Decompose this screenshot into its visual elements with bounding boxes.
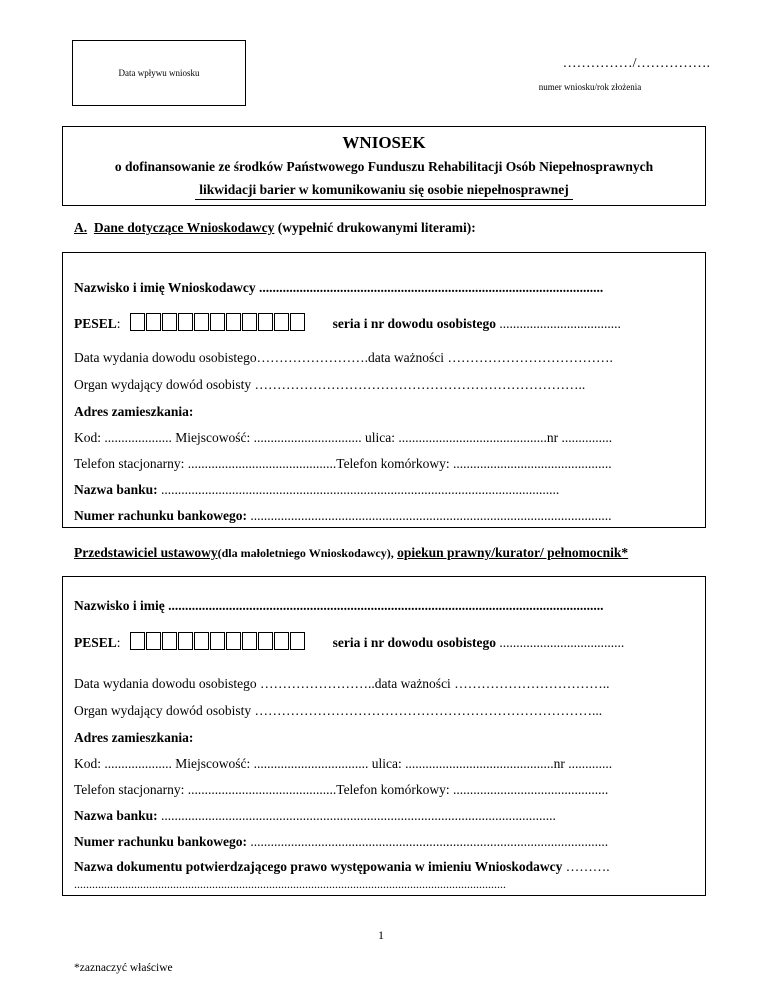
section-a-note: (wypełnić drukowanymi literami): [277, 220, 476, 235]
applicant-issuer-label: Organ wydający dowód osobisty [74, 377, 252, 392]
pesel-digit-box[interactable] [226, 313, 241, 331]
rep-pesel-colon: : [116, 635, 121, 650]
pesel-digit-box[interactable] [258, 313, 273, 331]
pesel-digit-box[interactable] [210, 313, 225, 331]
rep-pesel-row [74, 632, 624, 651]
applicant-phone-label: Telefon stacjonarny: [74, 456, 185, 471]
rep-issuer-row [74, 703, 602, 719]
rep-city-label: Miejscowość: [175, 756, 251, 771]
applicant-street-field[interactable]: ............................................ [398, 430, 547, 445]
rep-address-row [74, 756, 612, 772]
applicant-account-label: Numer rachunku bankowego: [74, 508, 248, 523]
applicant-bank-label: Nazwa banku: [74, 482, 158, 497]
applicant-issuer-row [74, 377, 585, 393]
rep-nr-label: nr [553, 756, 565, 771]
pesel-digit-box[interactable] [226, 632, 241, 650]
pesel-digit-box[interactable] [178, 313, 193, 331]
rep-id-issue-field[interactable]: …………………….. [259, 676, 375, 691]
applicant-id-dates-row [74, 350, 613, 366]
rep-city-field[interactable]: .................................. [253, 756, 369, 771]
pesel-digit-box[interactable] [210, 632, 225, 650]
rep-document-label: Nazwa dokumentu potwierdzającego prawo występowania w imieniu Wnioskodawcy [74, 859, 563, 874]
rep-name-row [74, 598, 604, 614]
title-box [62, 126, 706, 206]
rep-document-field-line2[interactable]: ................................................................................................................................................ [74, 877, 506, 891]
rep-bank-field[interactable]: ..................................................................................................................... [161, 808, 556, 823]
rep-id-issue-label: Data wydania dowodu osobistego [74, 676, 257, 691]
section-a-title: Dane dotyczące Wnioskodawcy [93, 220, 275, 235]
applicant-id-issue-field[interactable]: …………………… [256, 350, 365, 365]
rep-pesel-label: PESEL [74, 635, 117, 650]
rep-document-row [74, 859, 610, 875]
applicant-address-heading: Adres zamieszkania: [74, 404, 194, 419]
applicant-street-label: ulica: [365, 430, 395, 445]
rep-bank-row [74, 808, 556, 824]
rep-id-valid-field[interactable]: …………………………….. [454, 676, 610, 691]
applicant-issuer-field[interactable]: ……………………………………………………………….. [254, 377, 586, 392]
pesel-digit-box[interactable] [130, 313, 145, 331]
pesel-digit-box[interactable] [258, 632, 273, 650]
receipt-date-label: Data wpływu wniosku [118, 68, 200, 78]
applicant-pesel-field[interactable] [130, 313, 306, 332]
rep-document-field[interactable]: ………. [565, 859, 610, 874]
section-a-heading [74, 220, 476, 236]
rep-bank-label: Nazwa banku: [74, 808, 158, 823]
rep-issuer-label: Organ wydający dowód osobisty [74, 703, 252, 718]
rep-mobile-label: Telefon komórkowy: [336, 782, 450, 797]
applicant-code-field[interactable]: .................... [104, 430, 172, 445]
rep-id-series-field[interactable]: ..................................... [499, 635, 625, 650]
applicant-id-series-field[interactable]: .................................... [499, 316, 621, 331]
section-a-marker: A. [74, 220, 88, 235]
pesel-digit-box[interactable] [130, 632, 145, 650]
application-number-caption: numer wniosku/rok złożenia [538, 82, 642, 92]
applicant-name-label: Nazwisko i imię Wnioskodawcy [74, 280, 256, 295]
pesel-digit-box[interactable] [194, 313, 209, 331]
applicant-pesel-row [74, 313, 621, 332]
rep-name-label: Nazwisko i imię [74, 598, 165, 613]
pesel-digit-box[interactable] [178, 632, 193, 650]
rep-street-field[interactable]: ............................................ [405, 756, 554, 771]
applicant-account-row [74, 508, 612, 524]
rep-phone-field[interactable]: ............................................ [187, 782, 337, 797]
applicant-city-label: Miejscowość: [175, 430, 251, 445]
footnote: *zaznaczyć właściwe [74, 962, 173, 974]
applicant-pesel-colon: : [116, 316, 121, 331]
applicant-name-row [74, 280, 603, 296]
representative-title-note: (dla małoletniego Wnioskodawcy), [217, 546, 394, 560]
rep-id-dates-row [74, 676, 609, 692]
representative-heading [74, 545, 628, 561]
pesel-digit-box[interactable] [242, 632, 257, 650]
rep-phone-label: Telefon stacjonarny: [74, 782, 185, 797]
pesel-digit-box[interactable] [162, 313, 177, 331]
pesel-digit-box[interactable] [242, 313, 257, 331]
applicant-id-series-label: seria i nr dowodu osobistego [332, 316, 496, 331]
applicant-id-issue-label: Data wydania dowodu osobistego [74, 350, 257, 365]
applicant-pesel-label: PESEL [74, 316, 117, 331]
pesel-digit-box[interactable] [274, 632, 289, 650]
title-line-1: o dofinansowanie ze środków Państwowego Funduszu Rehabilitacji Osób Niepełnosprawnych [114, 159, 654, 174]
applicant-bank-row [74, 482, 559, 498]
rep-phone-row [74, 782, 608, 798]
applicant-address-row [74, 430, 612, 446]
applicant-nr-label: nr [546, 430, 559, 445]
title-line-2: likwidacji barier w komunikowaniu się osobie niepełnosprawnej [195, 182, 573, 200]
rep-street-label: ulica: [371, 756, 402, 771]
pesel-digit-box[interactable] [162, 632, 177, 650]
rep-address-heading: Adres zamieszkania: [74, 730, 194, 745]
representative-title: Przedstawiciel ustawowy [74, 545, 218, 560]
rep-account-label: Numer rachunku bankowego: [74, 834, 248, 849]
rep-code-label: Kod: [74, 756, 101, 771]
rep-mobile-field[interactable]: .............................................. [453, 782, 609, 797]
applicant-name-field[interactable]: ...................................................................................................... [259, 280, 604, 295]
rep-nr-field[interactable]: ............. [568, 756, 613, 771]
pesel-digit-box[interactable] [290, 313, 305, 331]
rep-code-field[interactable]: .................... [104, 756, 172, 771]
applicant-id-valid-field[interactable]: ………………………………. [447, 350, 613, 365]
page-number: 1 [378, 928, 384, 942]
document-title: WNIOSEK [342, 133, 426, 152]
rep-id-valid-label: data ważności [374, 676, 451, 691]
applicant-nr-field[interactable]: ............... [561, 430, 613, 445]
receipt-date-box[interactable] [72, 40, 246, 106]
applicant-box [62, 252, 706, 528]
applicant-mobile-field[interactable]: ............................................... [453, 456, 612, 471]
representative-title-2: opiekun prawny/kurator/ pełnomocnik* [397, 545, 629, 560]
pesel-digit-box[interactable] [146, 313, 161, 331]
applicant-bank-field[interactable]: ...................................................................................................................... [161, 482, 560, 497]
applicant-code-label: Kod: [74, 430, 101, 445]
application-number-field[interactable]: ……………/……………. [562, 56, 710, 71]
applicant-phone-field[interactable]: ............................................ [187, 456, 337, 471]
applicant-phone-row [74, 456, 612, 472]
pesel-digit-box[interactable] [274, 313, 289, 331]
pesel-digit-box[interactable] [146, 632, 161, 650]
rep-name-field[interactable]: ................................................................................................................................. [168, 598, 604, 613]
rep-issuer-field[interactable]: …………………………………………………………………... [254, 703, 603, 718]
applicant-mobile-label: Telefon komórkowy: [336, 456, 450, 471]
applicant-city-field[interactable]: ................................ [253, 430, 362, 445]
representative-box [62, 576, 706, 896]
applicant-id-valid-label: .data ważności [364, 350, 445, 365]
rep-id-series-label: seria i nr dowodu osobistego [332, 635, 496, 650]
rep-pesel-field[interactable] [130, 632, 306, 651]
rep-account-field[interactable]: .......................................................................................................... [250, 834, 609, 849]
pesel-digit-box[interactable] [194, 632, 209, 650]
rep-account-row [74, 834, 608, 850]
pesel-digit-box[interactable] [290, 632, 305, 650]
applicant-account-field[interactable]: ........................................................................................................... [250, 508, 612, 523]
